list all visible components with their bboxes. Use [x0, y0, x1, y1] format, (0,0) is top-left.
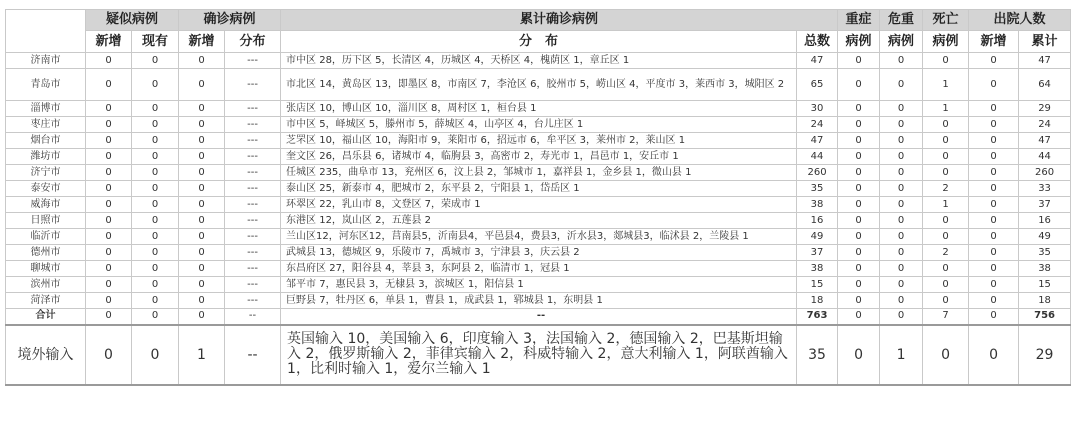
discharged-total-cell: 33 — [1019, 181, 1071, 197]
severe-cell: 0 — [838, 293, 880, 309]
confirmed-new-cell: 0 — [179, 149, 225, 165]
city-cell: 威海市 — [6, 197, 86, 213]
death-cell: 0 — [923, 325, 969, 385]
critical-cell: 0 — [880, 293, 923, 309]
suspected-new-cell: 0 — [86, 53, 132, 69]
critical-cell: 1 — [880, 325, 923, 385]
total-cell: 49 — [797, 229, 838, 245]
discharged-total-cell: 35 — [1019, 245, 1071, 261]
death-cell: 0 — [923, 165, 969, 181]
discharged-total-cell: 15 — [1019, 277, 1071, 293]
confirmed-distribution-cell: --- — [225, 53, 281, 69]
suspected-new-cell: 0 — [86, 245, 132, 261]
confirmed-distribution-cell: --- — [225, 213, 281, 229]
death-cell: 0 — [923, 213, 969, 229]
distribution-cell: -- — [281, 309, 797, 325]
confirmed-new-cell: 0 — [179, 53, 225, 69]
critical-cell: 0 — [880, 165, 923, 181]
city-cell: 枣庄市 — [6, 117, 86, 133]
severe-cell: 0 — [838, 229, 880, 245]
distribution-cell: 市中区 28，历下区 5，长清区 4，历城区 4，天桥区 4，槐荫区 1，章丘区 1 — [281, 53, 797, 69]
total-cell: 260 — [797, 165, 838, 181]
death-cell: 0 — [923, 117, 969, 133]
confirmed-new-cell: 0 — [179, 101, 225, 117]
distribution-cell: 巨野县 7，牡丹区 6，单县 1，曹县 1，成武县 1，郓城县 1，东明县 1 — [281, 293, 797, 309]
table-row — [6, 277, 1071, 293]
suspected-existing-cell: 0 — [132, 245, 179, 261]
discharged-new-cell: 0 — [969, 133, 1019, 149]
distribution-cell: 任城区 235，曲阜市 13，兖州区 6，汶上县 2，邹城市 1，嘉祥县 1，金乡县 1，微山县 1 — [281, 165, 797, 181]
table-row — [6, 197, 1071, 213]
confirmed-distribution-cell: --- — [225, 69, 281, 101]
table-body — [6, 53, 1071, 385]
header-cumulative: 累计确诊病例 — [281, 10, 838, 31]
header-death-cases: 病例 — [923, 31, 969, 53]
confirmed-new-cell: 0 — [179, 69, 225, 101]
header-blank-cell — [6, 10, 86, 53]
severe-cell: 0 — [838, 213, 880, 229]
discharged-new-cell: 0 — [969, 213, 1019, 229]
confirmed-distribution-cell: --- — [225, 149, 281, 165]
severe-cell: 0 — [838, 149, 880, 165]
suspected-existing-cell: 0 — [132, 309, 179, 325]
discharged-total-cell: 38 — [1019, 261, 1071, 277]
header-discharged-total: 累计 — [1019, 31, 1071, 53]
death-cell: 1 — [923, 69, 969, 101]
total-cell: 18 — [797, 293, 838, 309]
header-critical-cases: 病例 — [880, 31, 923, 53]
city-cell: 日照市 — [6, 213, 86, 229]
distribution-cell: 东昌府区 27，阳谷县 4，莘县 3，东阿县 2，临清市 1，冠县 1 — [281, 261, 797, 277]
confirmed-new-cell: 0 — [179, 197, 225, 213]
death-cell: 1 — [923, 197, 969, 213]
city-cell: 青岛市 — [6, 69, 86, 101]
table-row — [6, 309, 1071, 325]
suspected-new-cell: 0 — [86, 69, 132, 101]
confirmed-distribution-cell: --- — [225, 181, 281, 197]
city-cell: 淄博市 — [6, 101, 86, 117]
severe-cell: 0 — [838, 197, 880, 213]
total-cell: 35 — [797, 325, 838, 385]
severe-cell: 0 — [838, 261, 880, 277]
discharged-total-cell: 29 — [1019, 101, 1071, 117]
city-cell: 聊城市 — [6, 261, 86, 277]
discharged-new-cell: 0 — [969, 197, 1019, 213]
distribution-cell: 市中区 5，峄城区 5，滕州市 5，薛城区 4，山亭区 4，台儿庄区 1 — [281, 117, 797, 133]
discharged-new-cell: 0 — [969, 293, 1019, 309]
header-suspected-new: 新增 — [86, 31, 132, 53]
death-cell: 0 — [923, 133, 969, 149]
suspected-new-cell: 0 — [86, 229, 132, 245]
distribution-cell: 东港区 12，岚山区 2，五莲县 2 — [281, 213, 797, 229]
confirmed-new-cell: 1 — [179, 325, 225, 385]
severe-cell: 0 — [838, 277, 880, 293]
header-discharged: 出院人数 — [969, 10, 1071, 31]
suspected-existing-cell: 0 — [132, 213, 179, 229]
critical-cell: 0 — [880, 213, 923, 229]
critical-cell: 0 — [880, 245, 923, 261]
total-cell: 763 — [797, 309, 838, 325]
city-cell: 临沂市 — [6, 229, 86, 245]
city-cell: 滨州市 — [6, 277, 86, 293]
header-cumulative-total: 总数 — [797, 31, 838, 53]
suspected-existing-cell: 0 — [132, 165, 179, 181]
discharged-total-cell: 37 — [1019, 197, 1071, 213]
suspected-new-cell: 0 — [86, 293, 132, 309]
suspected-new-cell: 0 — [86, 197, 132, 213]
distribution-cell: 环翠区 22，乳山市 8，文登区 7，荣成市 1 — [281, 197, 797, 213]
total-cell: 30 — [797, 101, 838, 117]
discharged-new-cell: 0 — [969, 229, 1019, 245]
suspected-new-cell: 0 — [86, 325, 132, 385]
city-cell: 合计 — [6, 309, 86, 325]
severe-cell: 0 — [838, 165, 880, 181]
critical-cell: 0 — [880, 101, 923, 117]
discharged-total-cell: 47 — [1019, 133, 1071, 149]
total-cell: 15 — [797, 277, 838, 293]
suspected-existing-cell: 0 — [132, 181, 179, 197]
confirmed-new-cell: 0 — [179, 309, 225, 325]
critical-cell: 0 — [880, 309, 923, 325]
discharged-total-cell: 18 — [1019, 293, 1071, 309]
suspected-new-cell: 0 — [86, 117, 132, 133]
header-death: 死亡 — [923, 10, 969, 31]
table-row — [6, 325, 1071, 385]
confirmed-new-cell: 0 — [179, 213, 225, 229]
critical-cell: 0 — [880, 229, 923, 245]
distribution-cell: 兰山区12，河东区12，莒南县5，沂南县4，平邑县4，费县3，沂水县3，郯城县3，临沭县 2，兰陵县 1 — [281, 229, 797, 245]
city-cell: 潍坊市 — [6, 149, 86, 165]
header-critical: 危重 — [880, 10, 923, 31]
death-cell: 2 — [923, 181, 969, 197]
suspected-existing-cell: 0 — [132, 117, 179, 133]
critical-cell: 0 — [880, 261, 923, 277]
suspected-new-cell: 0 — [86, 181, 132, 197]
discharged-total-cell: 64 — [1019, 69, 1071, 101]
confirmed-distribution-cell: --- — [225, 165, 281, 181]
discharged-new-cell: 0 — [969, 309, 1019, 325]
city-cell: 泰安市 — [6, 181, 86, 197]
city-cell: 菏泽市 — [6, 293, 86, 309]
confirmed-distribution-cell: -- — [225, 309, 281, 325]
distribution-cell: 泰山区 25，新泰市 4，肥城市 2，东平县 2，宁阳县 1，岱岳区 1 — [281, 181, 797, 197]
distribution-cell: 英国输入 10，美国输入 6，印度输入 3，法国输入 2，德国输入 2，巴基斯坦输入 2，俄罗斯输入 2，菲律宾输入 2，科威特输入 2，意大利输入 1，阿联酋输入 1，比利时输入 1，爱尔兰输入 1 — [281, 325, 797, 385]
city-cell: 境外输入 — [6, 325, 86, 385]
discharged-new-cell: 0 — [969, 245, 1019, 261]
confirmed-distribution-cell: --- — [225, 197, 281, 213]
distribution-cell: 奎文区 26，昌乐县 6，诸城市 4，临朐县 3，高密市 2，寿光市 1，昌邑市 1，安丘市 1 — [281, 149, 797, 165]
discharged-total-cell: 260 — [1019, 165, 1071, 181]
total-cell: 37 — [797, 245, 838, 261]
header-confirmed-distribution: 分布 — [225, 31, 281, 53]
table-row — [6, 101, 1071, 117]
table-row — [6, 293, 1071, 309]
critical-cell: 0 — [880, 149, 923, 165]
header-severe: 重症 — [838, 10, 880, 31]
suspected-existing-cell: 0 — [132, 261, 179, 277]
total-cell: 16 — [797, 213, 838, 229]
suspected-existing-cell: 0 — [132, 53, 179, 69]
confirmed-distribution-cell: --- — [225, 245, 281, 261]
suspected-existing-cell: 0 — [132, 69, 179, 101]
discharged-new-cell: 0 — [969, 53, 1019, 69]
confirmed-distribution-cell: --- — [225, 117, 281, 133]
confirmed-new-cell: 0 — [179, 277, 225, 293]
confirmed-new-cell: 0 — [179, 165, 225, 181]
header-confirmed-new: 新增 — [179, 31, 225, 53]
suspected-existing-cell: 0 — [132, 325, 179, 385]
distribution-cell: 芝罘区 10，福山区 10，海阳市 9，莱阳市 6，招远市 6，牟平区 3，莱州市 2，莱山区 1 — [281, 133, 797, 149]
table-row — [6, 261, 1071, 277]
suspected-new-cell: 0 — [86, 101, 132, 117]
header-discharged-new: 新增 — [969, 31, 1019, 53]
city-cell: 德州市 — [6, 245, 86, 261]
city-cell: 济南市 — [6, 53, 86, 69]
discharged-new-cell: 0 — [969, 261, 1019, 277]
confirmed-new-cell: 0 — [179, 245, 225, 261]
discharged-new-cell: 0 — [969, 101, 1019, 117]
severe-cell: 0 — [838, 101, 880, 117]
table-row — [6, 181, 1071, 197]
death-cell: 0 — [923, 277, 969, 293]
discharged-new-cell: 0 — [969, 277, 1019, 293]
confirmed-new-cell: 0 — [179, 229, 225, 245]
table-row — [6, 149, 1071, 165]
table-row — [6, 213, 1071, 229]
severe-cell: 0 — [838, 309, 880, 325]
critical-cell: 0 — [880, 69, 923, 101]
death-cell: 7 — [923, 309, 969, 325]
confirmed-distribution-cell: --- — [225, 133, 281, 149]
distribution-cell: 市北区 14，黄岛区 13，即墨区 8，市南区 7，李沧区 6，胶州市 5，崂山区 4，平度市 3，莱西市 3，城阳区 2 — [281, 69, 797, 101]
confirmed-new-cell: 0 — [179, 181, 225, 197]
header-cumulative-distribution: 分 布 — [281, 31, 797, 53]
distribution-cell: 张店区 10，博山区 10，淄川区 8，周村区 1，桓台县 1 — [281, 101, 797, 117]
confirmed-new-cell: 0 — [179, 133, 225, 149]
suspected-new-cell: 0 — [86, 133, 132, 149]
table-row — [6, 53, 1071, 69]
distribution-cell: 邹平市 7，惠民县 3，无棣县 3，滨城区 1，阳信县 1 — [281, 277, 797, 293]
discharged-new-cell: 0 — [969, 149, 1019, 165]
confirmed-distribution-cell: --- — [225, 261, 281, 277]
confirmed-distribution-cell: --- — [225, 229, 281, 245]
death-cell: 0 — [923, 149, 969, 165]
city-cell: 济宁市 — [6, 165, 86, 181]
critical-cell: 0 — [880, 277, 923, 293]
severe-cell: 0 — [838, 245, 880, 261]
severe-cell: 0 — [838, 69, 880, 101]
discharged-total-cell: 29 — [1019, 325, 1071, 385]
table-row — [6, 245, 1071, 261]
discharged-total-cell: 47 — [1019, 53, 1071, 69]
suspected-existing-cell: 0 — [132, 277, 179, 293]
discharged-total-cell: 24 — [1019, 117, 1071, 133]
death-cell: 0 — [923, 261, 969, 277]
confirmed-distribution-cell: --- — [225, 101, 281, 117]
total-cell: 38 — [797, 261, 838, 277]
distribution-cell: 武城县 13，德城区 9，乐陵市 7，禹城市 3，宁津县 3，庆云县 2 — [281, 245, 797, 261]
suspected-existing-cell: 0 — [132, 149, 179, 165]
death-cell: 2 — [923, 245, 969, 261]
table-row — [6, 133, 1071, 149]
covid-statistics-table — [5, 9, 1071, 386]
table-row — [6, 117, 1071, 133]
confirmed-distribution-cell: --- — [225, 277, 281, 293]
death-cell: 0 — [923, 229, 969, 245]
table-row — [6, 165, 1071, 181]
confirmed-distribution-cell: -- — [225, 325, 281, 385]
death-cell: 0 — [923, 53, 969, 69]
total-cell: 47 — [797, 53, 838, 69]
critical-cell: 0 — [880, 53, 923, 69]
critical-cell: 0 — [880, 133, 923, 149]
suspected-new-cell: 0 — [86, 213, 132, 229]
suspected-existing-cell: 0 — [132, 229, 179, 245]
suspected-new-cell: 0 — [86, 309, 132, 325]
confirmed-distribution-cell: --- — [225, 293, 281, 309]
severe-cell: 0 — [838, 133, 880, 149]
critical-cell: 0 — [880, 181, 923, 197]
discharged-new-cell: 0 — [969, 165, 1019, 181]
confirmed-new-cell: 0 — [179, 261, 225, 277]
discharged-total-cell: 44 — [1019, 149, 1071, 165]
severe-cell: 0 — [838, 181, 880, 197]
total-cell: 65 — [797, 69, 838, 101]
severe-cell: 0 — [838, 325, 880, 385]
discharged-total-cell: 756 — [1019, 309, 1071, 325]
suspected-existing-cell: 0 — [132, 133, 179, 149]
header-severe-cases: 病例 — [838, 31, 880, 53]
table-row — [6, 69, 1071, 101]
total-cell: 44 — [797, 149, 838, 165]
discharged-new-cell: 0 — [969, 181, 1019, 197]
header-suspected-existing: 现有 — [132, 31, 179, 53]
total-cell: 38 — [797, 197, 838, 213]
discharged-new-cell: 0 — [969, 117, 1019, 133]
confirmed-new-cell: 0 — [179, 117, 225, 133]
severe-cell: 0 — [838, 117, 880, 133]
city-cell: 烟台市 — [6, 133, 86, 149]
table-row — [6, 229, 1071, 245]
discharged-new-cell: 0 — [969, 69, 1019, 101]
suspected-new-cell: 0 — [86, 165, 132, 181]
total-cell: 35 — [797, 181, 838, 197]
table-header — [6, 10, 1071, 53]
discharged-total-cell: 49 — [1019, 229, 1071, 245]
suspected-existing-cell: 0 — [132, 197, 179, 213]
death-cell: 1 — [923, 101, 969, 117]
suspected-new-cell: 0 — [86, 149, 132, 165]
total-cell: 47 — [797, 133, 838, 149]
total-cell: 24 — [797, 117, 838, 133]
header-suspected: 疑似病例 — [86, 10, 179, 31]
death-cell: 0 — [923, 293, 969, 309]
confirmed-new-cell: 0 — [179, 293, 225, 309]
discharged-new-cell: 0 — [969, 325, 1019, 385]
discharged-total-cell: 16 — [1019, 213, 1071, 229]
suspected-existing-cell: 0 — [132, 293, 179, 309]
suspected-existing-cell: 0 — [132, 101, 179, 117]
suspected-new-cell: 0 — [86, 277, 132, 293]
critical-cell: 0 — [880, 197, 923, 213]
suspected-new-cell: 0 — [86, 261, 132, 277]
critical-cell: 0 — [880, 117, 923, 133]
header-confirmed: 确诊病例 — [179, 10, 281, 31]
severe-cell: 0 — [838, 53, 880, 69]
